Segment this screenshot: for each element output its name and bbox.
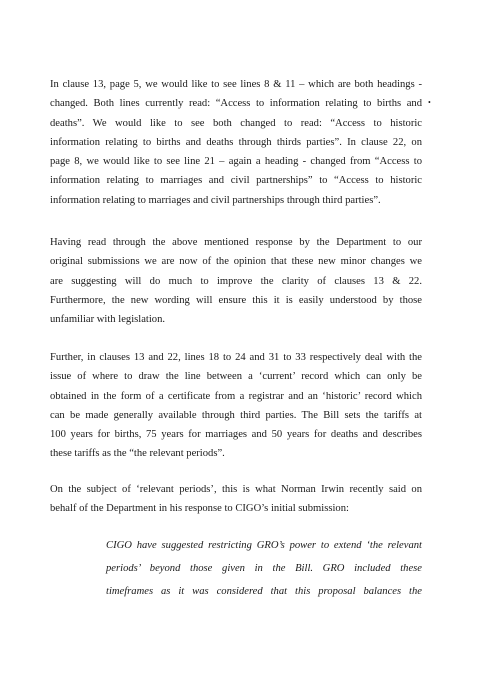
text-line: 100 years for births, 75 years for marriages and 50 years for deaths and describes <box>50 429 422 441</box>
text-line: Further, in clauses 13 and 22, lines 18 to 24 and 31 to 33 respectively deal with the <box>50 352 422 363</box>
text-line: Furthermore, the new wording will ensure this it is easily understood by those <box>50 294 422 306</box>
text-line: On the subject of ‘relevant periods’, this is what Norman Irwin recently said on <box>50 484 422 495</box>
text-line: information relating to births and deaths through thirds parties”. In clause 22, on <box>50 136 422 148</box>
paragraph-clause-headings <box>50 75 422 210</box>
text-line: page 8, we would like to see line 21 – again a heading - changed from “Access to <box>50 156 422 168</box>
text-line: original submissions we are now of the opinion that these new minor changes we <box>50 256 422 268</box>
text-line: information relating to marriages and civil partnerships” to “Access to historic <box>50 175 422 187</box>
text-line: changed. Both lines currently read: “Access to information relating to births and <box>50 98 422 110</box>
text-line: these tariffs as the “the relevant periods”. <box>50 448 225 460</box>
text-line: unfamiliar with legislation. <box>50 314 166 326</box>
text-line: Having read through the above mentioned response by the Department to our <box>50 237 422 248</box>
text-line: In clause 13, page 5, we would like to see lines 8 & 11 – which are both headings - <box>50 79 422 90</box>
text-line: can be made generally available through third parties. The Bill sets the tariffs at <box>50 409 422 421</box>
block-quote <box>106 534 422 603</box>
quote-line: timeframes as it was considered that this proposal balances the <box>106 586 422 597</box>
text-line: obtained in the form of a certificate from a registrar and an ‘historic’ record which <box>50 390 422 402</box>
margin-mark: • <box>428 98 431 107</box>
paragraph-norman-irwin <box>50 480 422 519</box>
text-line: behalf of the Department in his response to CIGO’s initial submission: <box>50 503 349 515</box>
text-line: deaths”. We would like to see both changed to read: “Access to historic <box>50 117 422 129</box>
text-line: are suggesting will do much to improve the clarity of clauses 13 & 22. <box>50 275 422 287</box>
quote-line: CIGO have suggested restricting GRO’s power to extend ‘the relevant <box>106 540 422 551</box>
quote-line: periods’ beyond those given in the Bill. GRO included these <box>106 563 422 574</box>
text-line: information relating to marriages and civil partnerships through third parties”. <box>50 194 381 206</box>
paragraph-relevant-periods <box>50 348 422 464</box>
text-line: issue of where to draw the line between a ‘current’ record which can only be <box>50 371 422 383</box>
paragraph-opinion <box>50 233 422 329</box>
